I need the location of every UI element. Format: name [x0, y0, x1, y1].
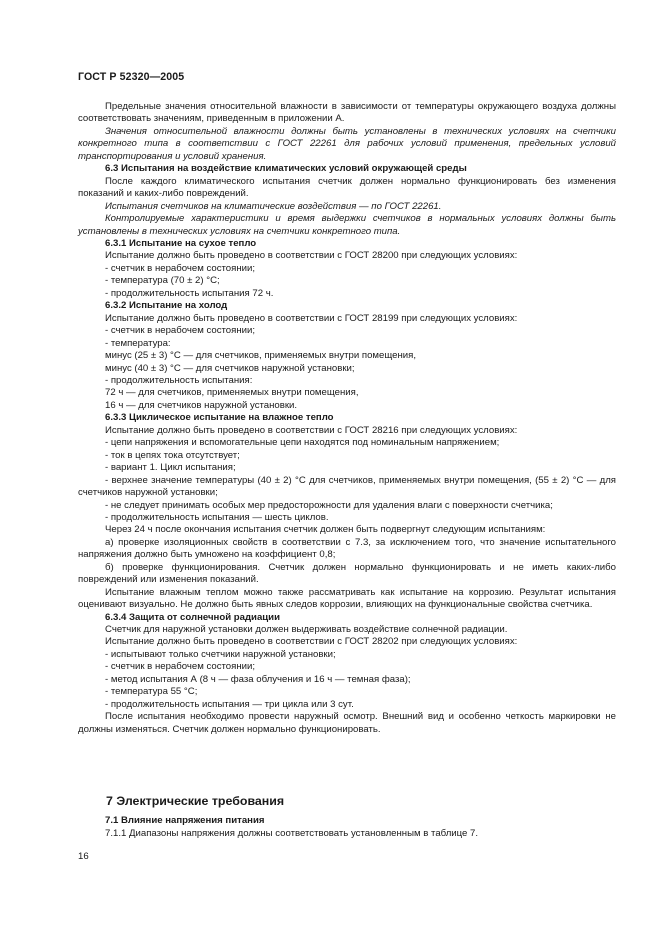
list-item: - счетчик в нерабочем состоянии; [105, 661, 255, 673]
paragraph: Испытание должно быть проведено в соответствии с ГОСТ 28200 при следующих условиях: [105, 250, 518, 262]
paragraph: Предельные значения относительной влажности в зависимости от температуры окружающего воздуха должны соответствовать значениям, приведенным в приложении А. [78, 101, 616, 125]
list-item: - испытывают только счетчики наружной установки; [105, 648, 336, 660]
paragraph: 7.1.1 Диапазоны напряжения должны соответствовать установленным в таблице 7. [105, 827, 479, 839]
paragraph: Значения относительной влажности должны быть установлены в технических условиях на счетчики конкретного типа в соответствии с ГОСТ 22261 для рабочих условий применения, предельных условий транспортирования и условий хранения. [78, 125, 616, 162]
list-item: - метод испытания А (8 ч — фаза облучения и 16 ч — темная фаза); [105, 673, 411, 685]
list-item: 16 ч — для счетчиков наружной установки. [105, 399, 298, 411]
subsection-heading: 6.3.4 Защита от солнечной радиации [105, 611, 280, 623]
paragraph: Контролируемые характеристики и время выдержки счетчиков в нормальных условиях должны быть установлены в технических условиях на счетчики конкретного типа. [78, 213, 616, 237]
paragraph: Испытание должно быть проведено в соответствии с ГОСТ 28202 при следующих условиях: [105, 636, 518, 648]
subsection-heading: 6.3 Испытания на воздействие климатических условий окружающей среды [105, 163, 467, 175]
paragraph: Испытание влажным теплом можно также рассматривать как испытание на коррозию. Результат испытания оценивают визуально. Не должно быть явных следов коррозии, влияющих на функциональные свойства счетчика. [78, 586, 616, 611]
list-item: - вариант 1. Цикл испытания; [105, 462, 236, 474]
paragraph: а) проверке изоляционных свойств в соответствии с 7.3, за исключением того, что значение испытательного напряжения должно быть умножено на коэффициент 0,8; [78, 536, 616, 561]
list-item: - продолжительность испытания — три цикла или 3 сут. [105, 698, 354, 710]
list-item: - продолжительность испытания 72 ч. [105, 287, 274, 299]
list-item: минус (25 ± 3) °С — для счетчиков, применяемых внутри помещения, [105, 350, 416, 362]
subsection-heading: 7.1 Влияние напряжения питания [105, 815, 265, 826]
list-item: - продолжительность испытания — шесть циклов. [105, 511, 329, 523]
paragraph: Испытание должно быть проведено в соответствии с ГОСТ 28199 при следующих условиях: [105, 312, 518, 324]
paragraph: б) проверке функционирования. Счетчик должен нормально функционировать и не иметь каких-либо повреждений или изменения показаний. [78, 561, 616, 586]
subsection-heading: 6.3.2 Испытание на холод [105, 300, 228, 312]
page-number: 16 [78, 851, 89, 862]
section-7-body [78, 815, 616, 841]
paragraph: Испытания счетчиков на климатические воздействия — по ГОСТ 22261. [105, 200, 442, 212]
subsection-heading: 6.3.3 Циклическое испытание на влажное тепло [105, 412, 334, 424]
document-header: ГОСТ Р 52320—2005 [78, 71, 185, 83]
body-text [78, 101, 616, 736]
list-item: - счетчик в нерабочем состоянии; [105, 325, 255, 337]
list-item: - температура (70 ± 2) °С; [105, 275, 220, 287]
section-7-heading: 7 Электрические требования [106, 794, 285, 808]
list-item: - цепи напряжения и вспомогательные цепи находятся под номинальным напряжением; [105, 437, 500, 449]
list-item: - счетчик в нерабочем состоянии; [105, 262, 255, 274]
subsection-heading: 6.3.1 Испытание на сухое тепло [105, 237, 257, 249]
paragraph: Испытание должно быть проведено в соответствии с ГОСТ 28216 при следующих условиях: [105, 424, 518, 436]
paragraph: После каждого климатического испытания счетчик должен нормально функционировать без изменения показаний и каких-либо повреждений. [78, 175, 616, 200]
paragraph: Счетчик для наружной установки должен выдерживать воздействие солнечной радиации. [105, 624, 508, 636]
list-item: - не следует принимать особых мер предосторожности для удаления влаги с поверхности счетчика; [105, 499, 553, 511]
list-item: - продолжительность испытания: [105, 374, 253, 386]
paragraph: - верхнее значение температуры (40 ± 2) °С для счетчиков, применяемых внутри помещения, (55 ± 2) °С — для счетчиков наружной установки; [78, 474, 616, 499]
list-item: 72 ч — для счетчиков, применяемых внутри помещения, [105, 387, 359, 399]
paragraph: Через 24 ч после окончания испытания счетчик должен быть подвергнут следующим испытаниям: [105, 524, 546, 536]
list-item: минус (40 ± 3) °С — для счетчиков наружной установки; [105, 362, 355, 374]
list-item: - температура: [105, 337, 171, 349]
paragraph: После испытания необходимо провести наружный осмотр. Внешний вид и особенно четкость маркировки не должны изменяться. Счетчик должен нормально функционировать. [78, 711, 616, 735]
list-item: - ток в цепях тока отсутствует; [105, 449, 240, 461]
list-item: - температура 55 °С; [105, 686, 198, 698]
